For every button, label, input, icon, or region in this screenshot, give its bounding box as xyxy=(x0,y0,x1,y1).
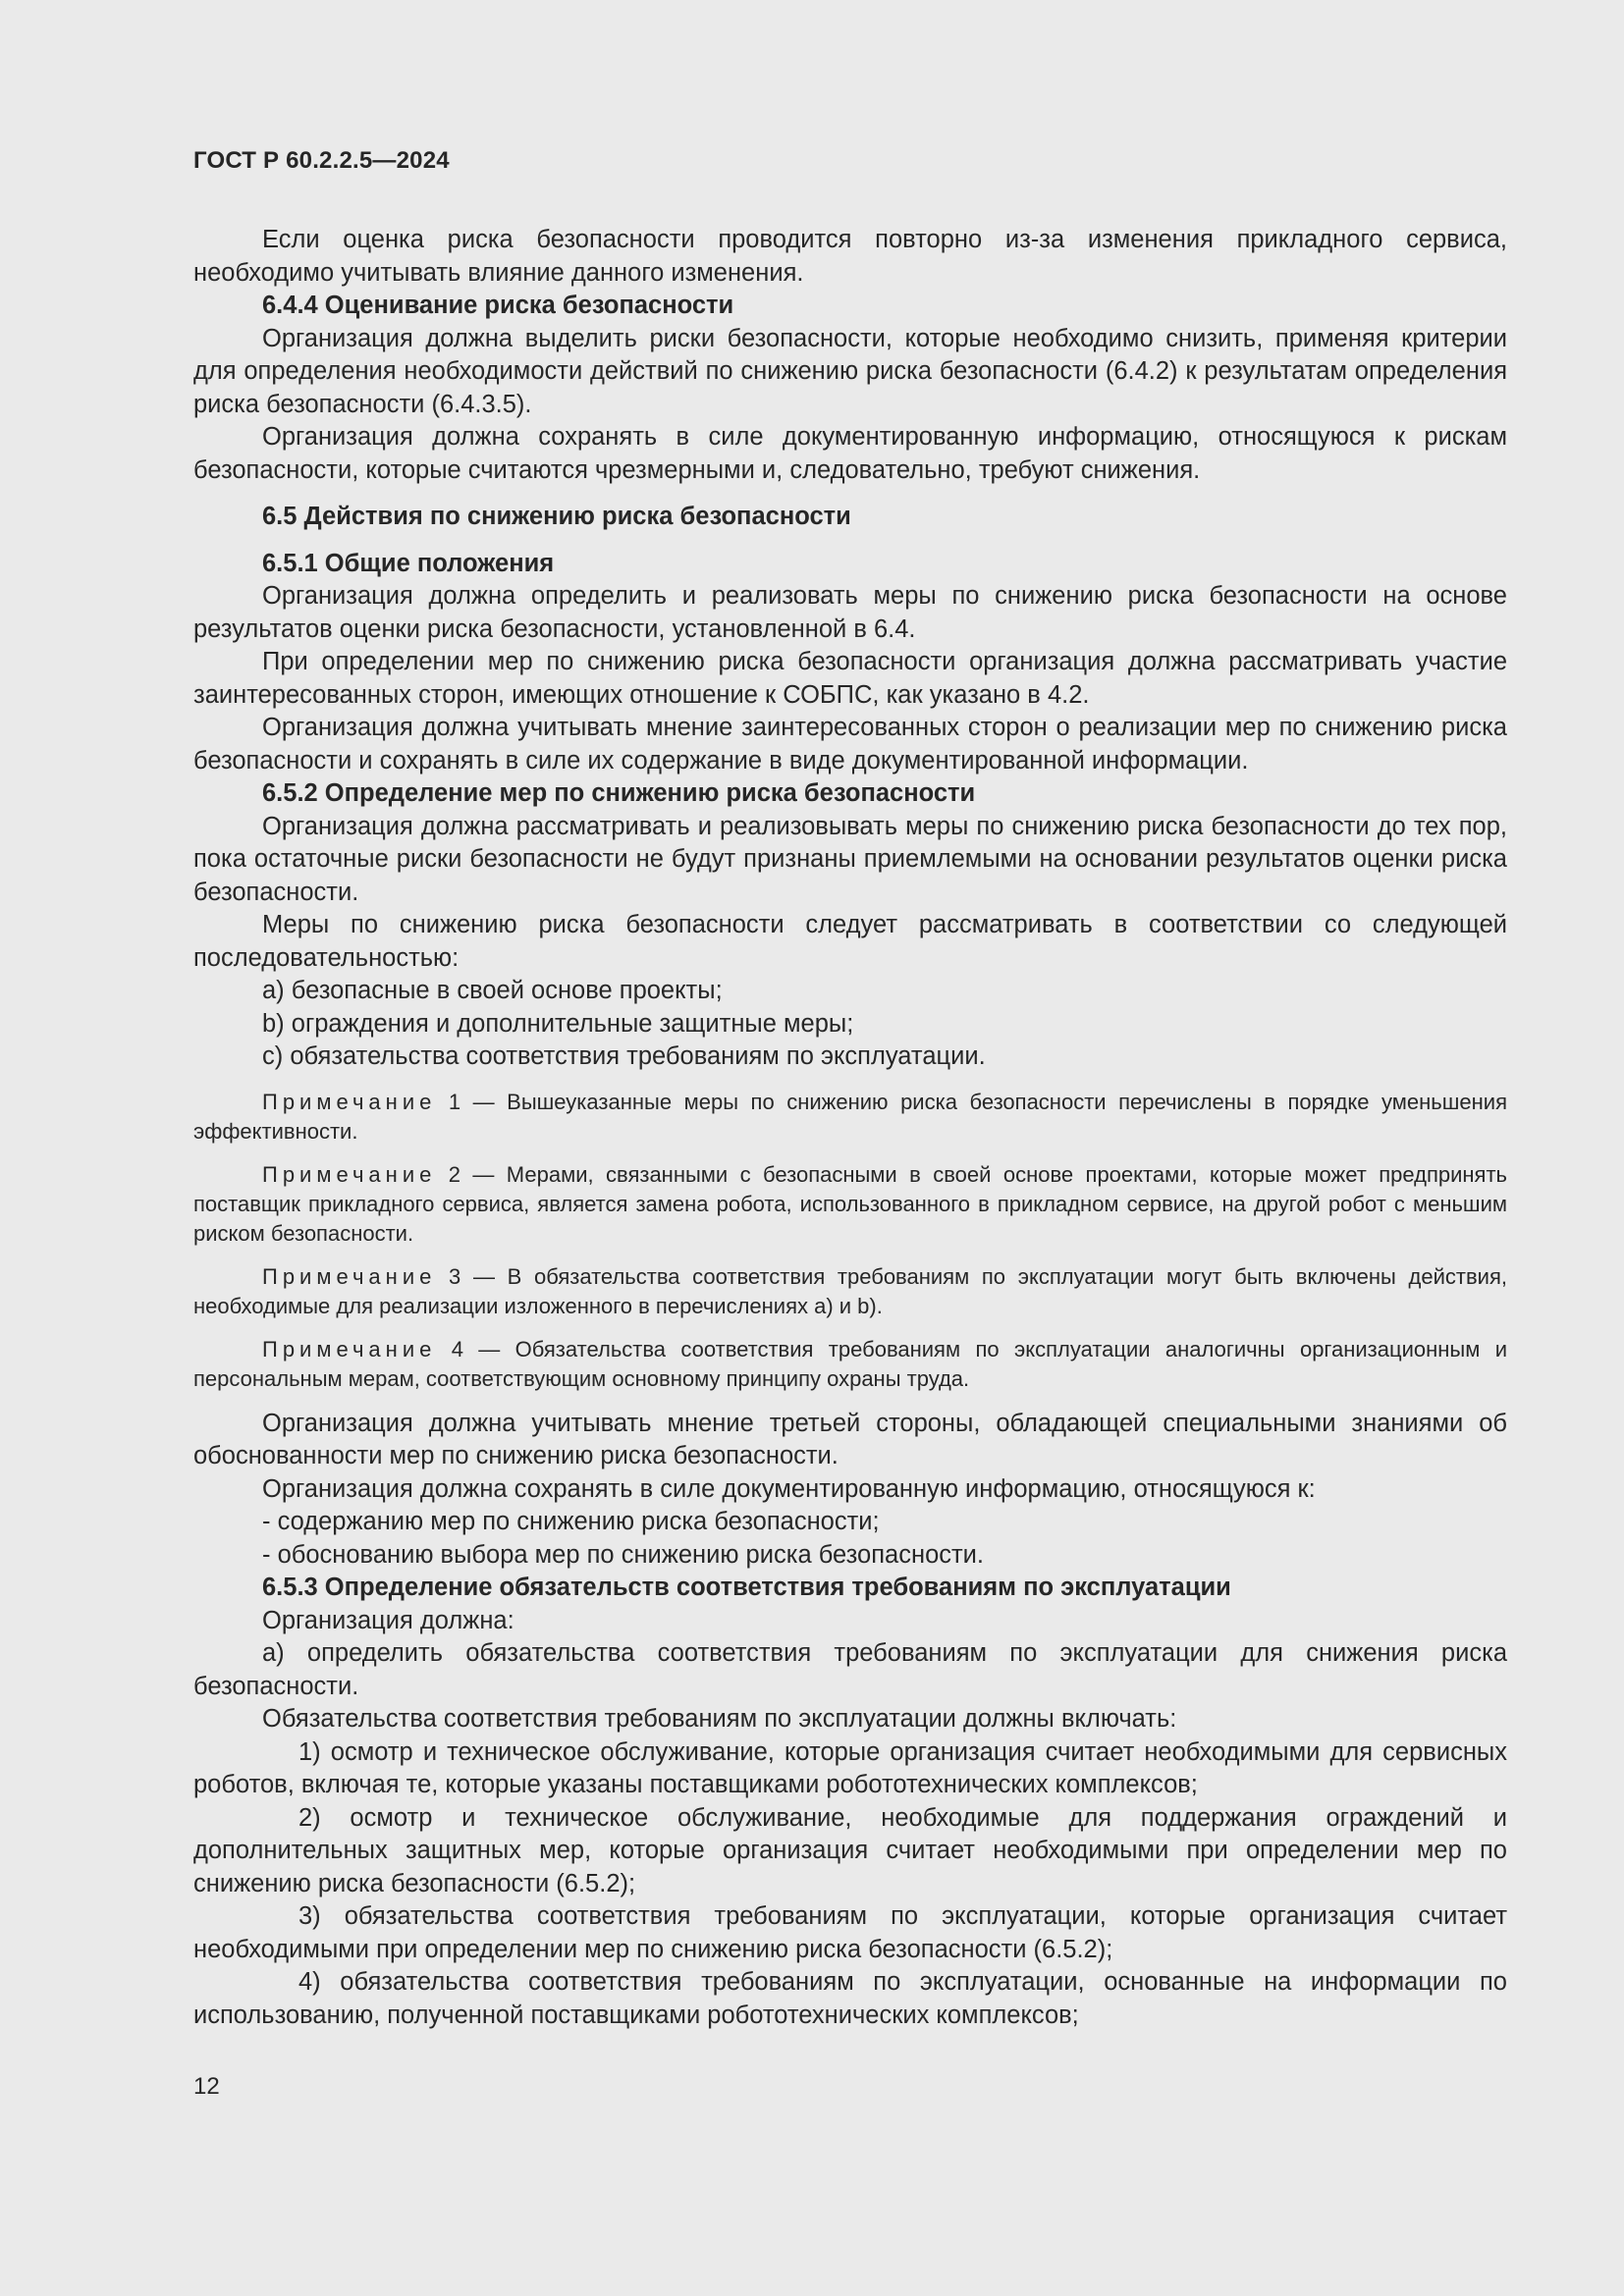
note-text: 1 — Вышеуказанные меры по снижению риска безопасности перечислены в порядке уменьшения эффективности. xyxy=(193,1089,1507,1144)
note-4 xyxy=(193,1335,1507,1394)
paragraph: Меры по снижению риска безопасности следует рассматривать в соответствии со следующей последовательностью: xyxy=(193,911,1507,972)
paragraph: Организация должна учитывать мнение третьей стороны, обладающей специальными знаниями об обоснованности мер по снижению риска безопасности. xyxy=(193,1409,1507,1469)
paragraph: a) определить обязательства соответствия требованиям по эксплуатации для снижения риска безопасности. xyxy=(193,1639,1507,1700)
paragraph: Если оценка риска безопасности проводится повторно из-за изменения прикладного сервиса, необходимо учитывать влияние данного изменения. xyxy=(193,226,1507,287)
section-heading-6-5-2: 6.5.2 Определение мер по снижению риска безопасности xyxy=(262,779,976,807)
list-item: c) обязательства соответствия требованиям по эксплуатации. xyxy=(262,1042,986,1070)
document-body xyxy=(193,224,1507,2032)
paragraph: Организация должна определить и реализовать меры по снижению риска безопасности на основе результатов оценки риска безопасности, установленной в 6.4. xyxy=(193,582,1507,643)
paragraph: Организация должна: xyxy=(262,1606,514,1634)
note-1 xyxy=(193,1088,1507,1147)
paragraph: Организация должна сохранять в силе документированную информацию, относящуюся к: xyxy=(262,1474,1316,1503)
list-item: b) ограждения и дополнительные защитные меры; xyxy=(262,1009,854,1038)
section-heading-6-5: 6.5 Действия по снижению риска безопасности xyxy=(262,503,851,530)
note-label: Примечание xyxy=(262,1263,437,1289)
note-3 xyxy=(193,1262,1507,1321)
paragraph: Организация должна рассматривать и реализовывать меры по снижению риска безопасности до тех пор, пока остаточные риски безопасности не будут признаны приемлемыми на основании результатов оценки риска безопасности. xyxy=(193,812,1507,906)
section-heading-6-5-3: 6.5.3 Определение обязательств соответствия требованиям по эксплуатации xyxy=(262,1574,1231,1601)
note-label: Примечание xyxy=(262,1089,437,1114)
numbered-item: 1) осмотр и техническое обслуживание, которые организация считает необходимыми для сервисных роботов, включая те, которые указаны поставщиками робототехнических комплексов; xyxy=(193,1737,1507,1798)
note-2 xyxy=(193,1160,1507,1249)
paragraph: Обязательства соответствия требованиям по эксплуатации должны включать: xyxy=(262,1705,1177,1733)
document-code-header: ГОСТ Р 60.2.2.5—2024 xyxy=(193,147,450,174)
note-label: Примечание xyxy=(262,1161,437,1187)
note-text: 2 — Мерами, связанными с безопасными в своей основе проектами, которые может предпринять поставщик прикладного сервиса, является замена робота, использованного в прикладном сервисе, на другой робот с меньшим риском безопасности. xyxy=(193,1161,1507,1246)
list-item: - содержанию мер по снижению риска безопасности; xyxy=(262,1508,880,1535)
note-text: 4 — Обязательства соответствия требованиям по эксплуатации аналогичны организационным и персональным мерам, соответствующим основному принципу охраны труда. xyxy=(193,1336,1507,1391)
page-number: 12 xyxy=(193,2073,220,2100)
section-heading-6-5-1: 6.5.1 Общие положения xyxy=(262,549,555,577)
section-heading-6-4-4: 6.4.4 Оценивание риска безопасности xyxy=(262,292,734,319)
list-item: a) безопасные в своей основе проекты; xyxy=(262,977,723,1004)
numbered-item: 2) осмотр и техническое обслуживание, необходимые для поддержания ограждений и дополнительных защитных мер, которые организация считает необходимыми при определении мер по снижению риска безопасности (6.5.2); xyxy=(193,1803,1507,1897)
note-label: Примечание xyxy=(262,1336,437,1362)
paragraph: Организация должна сохранять в силе документированную информацию, относящуюся к рискам безопасности, которые считаются чрезмерными и, следовательно, требуют снижения. xyxy=(193,423,1507,484)
paragraph: Организация должна учитывать мнение заинтересованных сторон о реализации мер по снижению риска безопасности и сохранять в силе их содержание в виде документированной информации. xyxy=(193,714,1507,774)
paragraph: При определении мер по снижению риска безопасности организация должна рассматривать участие заинтересованных сторон, имеющих отношение к СОБПС, как указано в 4.2. xyxy=(193,648,1507,709)
numbered-item: 3) обязательства соответствия требованиям по эксплуатации, которые организация считает необходимыми при определении мер по снижению риска безопасности (6.5.2); xyxy=(193,1902,1507,1963)
numbered-item: 4) обязательства соответствия требованиям по эксплуатации, основанные на информации по использованию, полученной поставщиками робототехнических комплексов; xyxy=(193,1968,1507,2029)
list-item: - обоснованию выбора мер по снижению риска безопасности. xyxy=(262,1540,985,1569)
note-text: 3 — В обязательства соответствия требованиям по эксплуатации могут быть включены действия, необходимые для реализации изложенного в перечислениях a) и b). xyxy=(193,1263,1507,1318)
paragraph: Организация должна выделить риски безопасности, которые необходимо снизить, применяя критерии для определения необходимости действий по снижению риска безопасности (6.4.2) к результатам определения риска безопасности (6.4.3.5). xyxy=(193,324,1507,418)
